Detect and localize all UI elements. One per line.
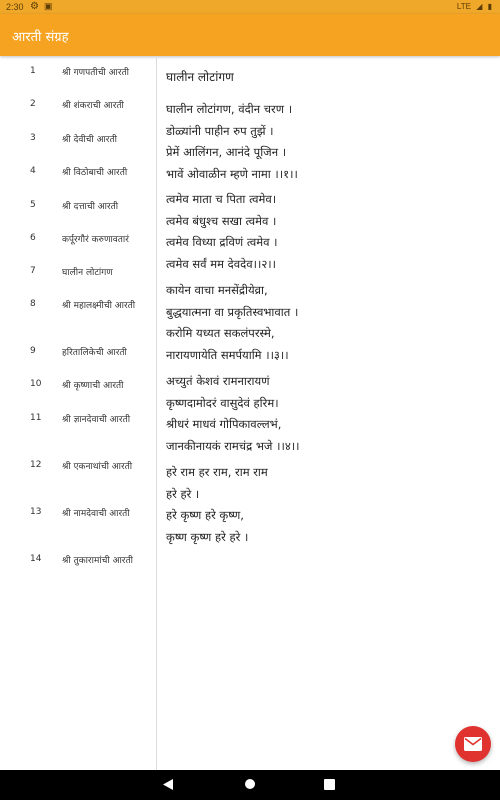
verse-4 (166, 371, 496, 457)
verse-line: कृष्णदामोदरं वासुदेवं हरिम। (166, 395, 279, 410)
item-label: कर्पूरगौरं करुणावतारं (62, 235, 129, 245)
verse-line: भावें ओवाळीन म्हणे नामा ।।१।। (166, 166, 298, 181)
verse-2 (166, 189, 496, 275)
item-label: श्री तुकारामांची आरती (62, 556, 133, 566)
app-bar (0, 14, 500, 56)
verse-line: हरे हरे । (166, 486, 200, 501)
system-nav-bar (0, 770, 500, 800)
verse-3 (166, 280, 496, 366)
item-number: 1 (30, 66, 36, 76)
verse-1 (166, 99, 496, 185)
verse-line: अच्युतं केशवं रामनारायणं (166, 374, 270, 388)
verse-line: घालीन लोटांगण, वंदीन चरण । (166, 102, 293, 116)
item-number: 13 (30, 507, 42, 517)
item-label: श्री देवीची आरती (62, 135, 117, 145)
item-number: 9 (30, 346, 36, 356)
item-label: श्री दत्ताची आरती (62, 202, 119, 212)
verse-line: त्वमेव बंधुश्च सखा त्वमेव । (166, 213, 277, 228)
signal-icon: ◢ (476, 2, 483, 11)
item-label: श्री एकनाथांची आरती (62, 462, 133, 472)
status-bar (0, 0, 500, 14)
verse-line: करोमि यध्यत सकलंपरस्मे, (166, 326, 275, 340)
item-label: श्री गणपतीची आरती (62, 68, 129, 78)
gear-icon: ⚙ (30, 1, 39, 12)
item-number: 14 (30, 554, 42, 564)
item-label: श्री नामदेवाची आरती (62, 509, 130, 519)
verse-line: नारायणायेति समर्पयामि ।।३।। (166, 347, 289, 362)
verse-line: त्वमेव माता च पिता त्वमेव। (166, 192, 277, 206)
home-icon[interactable] (245, 779, 255, 789)
verse-line: हरे राम हर राम, राम राम (166, 465, 268, 479)
verse-5 (166, 462, 496, 548)
shield-icon: ▣ (44, 1, 53, 11)
item-label: श्री शंकराची आरती (62, 101, 124, 111)
item-number: 3 (30, 133, 36, 143)
status-indicators (454, 2, 492, 11)
network-label: LTE (456, 2, 471, 11)
aarti-content (166, 56, 496, 770)
item-number: 8 (30, 299, 36, 309)
verse-line: कायेन वाचा मनसेंद्रीयेव्रा, (166, 283, 268, 297)
item-label: श्री महालक्ष्मीची आरती (62, 301, 136, 311)
item-label: घालीन लोटांगण (62, 268, 113, 278)
recents-icon[interactable] (324, 779, 335, 790)
item-number: 10 (30, 379, 42, 389)
app-title: आरती संग्रह (12, 30, 69, 45)
verse-line: कृष्ण कृष्ण हरे हरे । (166, 529, 249, 544)
item-label: श्री ज्ञानदेवाची आरती (62, 415, 131, 425)
verse-line: त्वमेव सर्वं मम देवदेव।।२।। (166, 256, 277, 271)
back-icon[interactable] (163, 779, 173, 790)
aarti-title: घालीन लोटांगण (166, 70, 234, 84)
verse-line: डोळ्यांनी पाहीन रुप तुझें । (166, 123, 274, 138)
mail-icon (464, 737, 482, 751)
item-number: 12 (30, 460, 42, 470)
item-label: श्री विठोबाची आरती (62, 168, 128, 178)
item-number: 11 (30, 413, 42, 423)
item-label: श्री कृष्णाची आरती (62, 381, 124, 391)
verse-line: जानकीनायकं रामचंद्र भजे ।।४।। (166, 438, 300, 453)
verse-line: हरे कृष्ण हरे कृष्ण, (166, 508, 244, 522)
sidebar (0, 56, 157, 770)
share-mail-button[interactable] (455, 726, 491, 762)
verse-line: श्रीधरं माधवं गोपिकावल्लभं, (166, 417, 282, 431)
item-number: 7 (30, 266, 36, 276)
item-number: 2 (30, 99, 36, 109)
verse-line: प्रेमें आलिंगन, आनंदे पूजिन । (166, 145, 287, 159)
item-label: हरितालिकेची आरती (62, 348, 127, 358)
item-number: 6 (30, 233, 36, 243)
battery-icon: ▮ (487, 2, 492, 11)
item-number: 5 (30, 200, 36, 210)
verse-line: त्वमेव विध्या द्रविणं त्वमेव । (166, 235, 278, 249)
status-time: 2:30 (6, 2, 24, 12)
item-number: 4 (30, 166, 36, 176)
verse-line: बुद्धयात्मना वा प्रकृतिस्वभावात । (166, 304, 299, 319)
